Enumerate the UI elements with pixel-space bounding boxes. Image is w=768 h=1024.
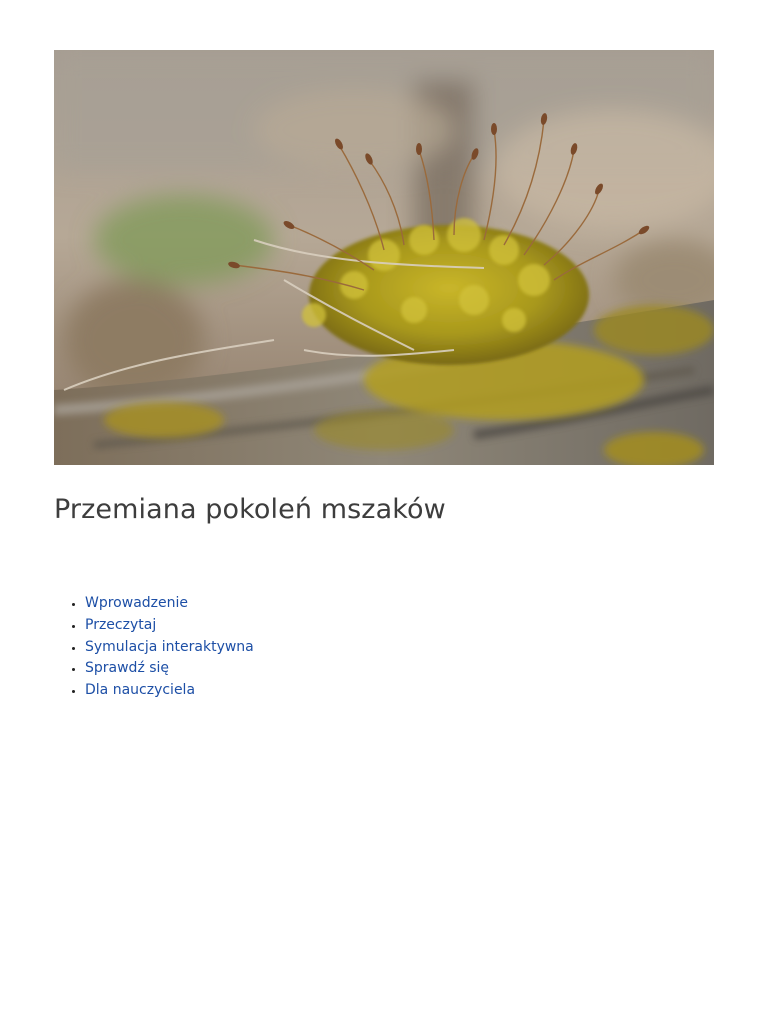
toc-item bbox=[85, 658, 254, 680]
toc-link-check-yourself[interactable]: Sprawdź się bbox=[85, 660, 170, 677]
toc-link-read[interactable]: Przeczytaj bbox=[85, 616, 157, 633]
toc-item bbox=[85, 593, 254, 615]
toc-item bbox=[85, 615, 254, 637]
hero-image bbox=[54, 50, 714, 465]
moss-photo bbox=[54, 50, 714, 465]
toc-link-interactive-simulation[interactable]: Symulacja interaktywna bbox=[85, 638, 254, 655]
table-of-contents bbox=[54, 593, 254, 702]
toc-link-for-teacher[interactable]: Dla nauczyciela bbox=[85, 682, 196, 699]
toc-link-introduction[interactable]: Wprowadzenie bbox=[85, 595, 188, 611]
toc-item bbox=[85, 680, 254, 702]
toc-item bbox=[85, 637, 254, 659]
page-title: Przemiana pokoleń mszaków bbox=[54, 494, 446, 525]
